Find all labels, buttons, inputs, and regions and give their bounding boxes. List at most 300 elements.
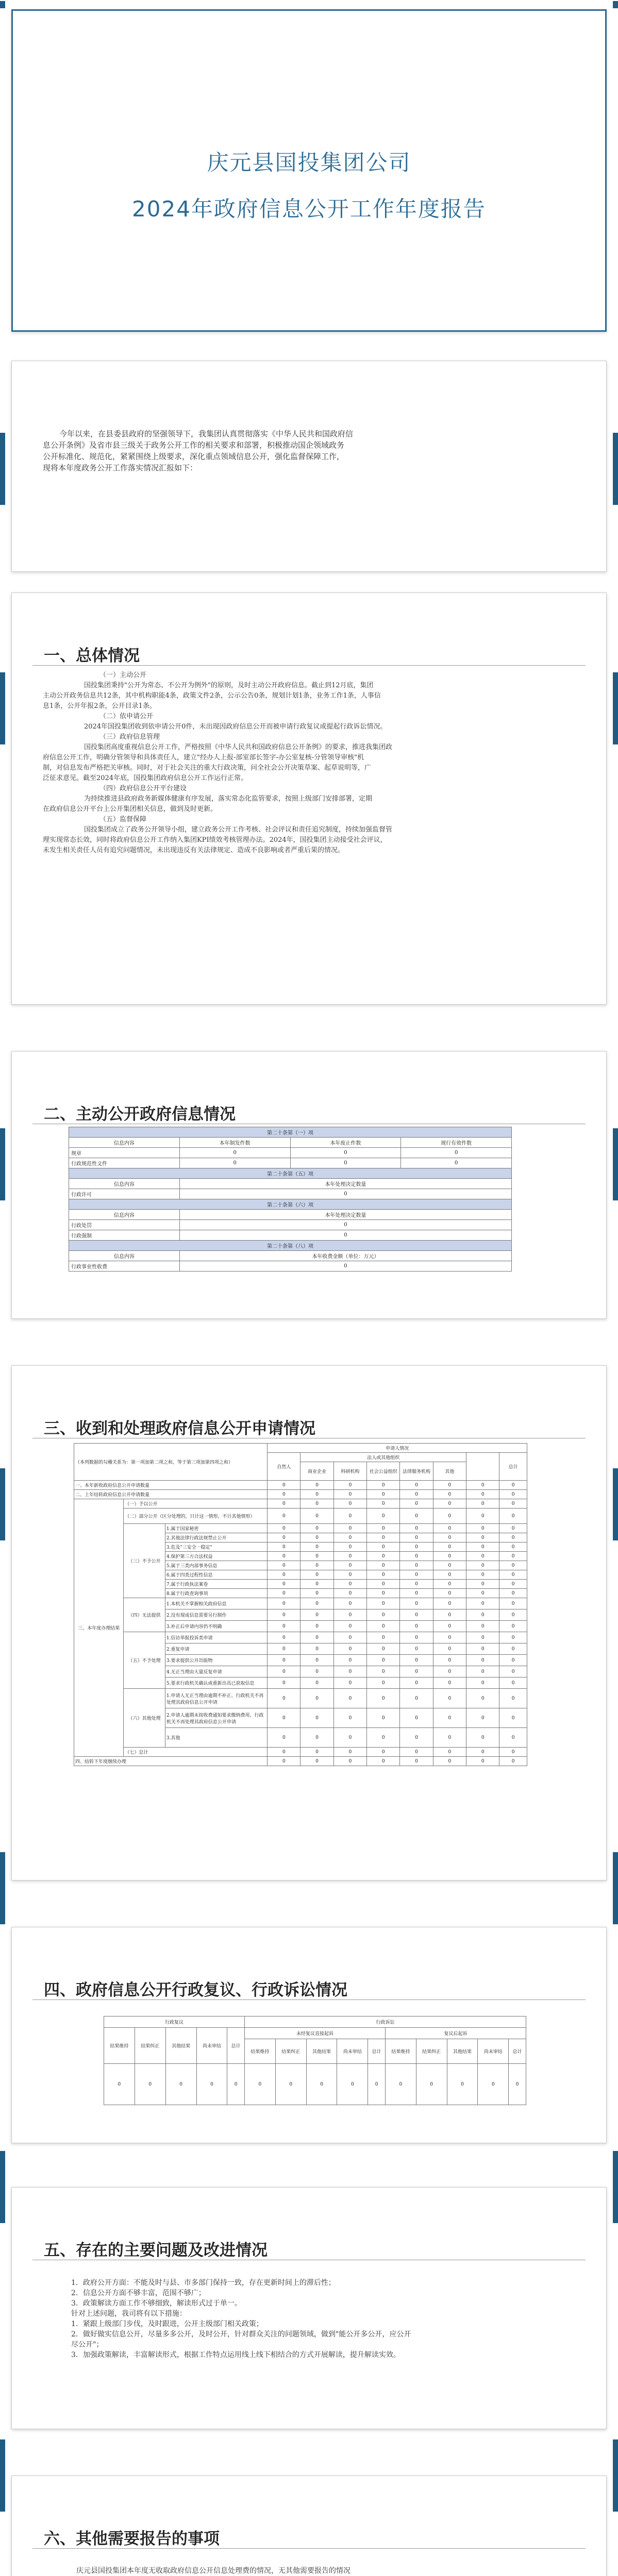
table-cell: 0 (300, 1543, 333, 1552)
table-cell: 0 (499, 1580, 527, 1589)
issues-text (71, 2278, 587, 2360)
text-line: （四）政府信息公开平台建设 (99, 785, 187, 792)
table-cell: 0 (333, 1643, 366, 1655)
table-cell: 0 (433, 1748, 466, 1757)
table-cell: 0 (400, 1598, 433, 1609)
accent-bar (0, 672, 5, 744)
table-cell: 0 (179, 1261, 511, 1272)
table-header: 尚未审结 (337, 2039, 368, 2064)
row-group-label: （六）其他处理 (124, 1689, 165, 1748)
table-cell: 0 (135, 2064, 165, 2105)
table-cell: 0 (333, 1621, 366, 1632)
row-label: （二）部分公开（区分处理的，只计这一情形，不计其他情形） (124, 1509, 268, 1524)
table-header: 总计 (499, 1453, 527, 1481)
table-cell: 0 (268, 1655, 300, 1666)
table-band: 第二十条第（八）项 (69, 1241, 512, 1251)
table-cell: 0 (367, 1598, 400, 1609)
table-cell: 0 (433, 1655, 466, 1666)
text-line: 未发生相关责任人员有追究问题情况，未出现违反有关法律规定、造成不良影响或者严重后果的情况。 (43, 846, 345, 854)
section-heading: 三、收到和处理政府信息公开申请情况 (44, 1419, 315, 1438)
table-cell: 0 (433, 1643, 466, 1655)
table-cell: 0 (367, 1552, 400, 1561)
intro-card (11, 361, 607, 572)
accent-bar (0, 1852, 5, 1924)
row-label: 四、结转下年度继续办理 (74, 1757, 268, 1766)
table-header: 法人或其他组织 (300, 1453, 466, 1462)
table-cell: 0 (499, 1609, 527, 1621)
table-cell: 0 (400, 1677, 433, 1689)
table-cell: 0 (268, 1708, 300, 1728)
table-cell: 0 (367, 1708, 400, 1728)
table-header: 自然人 (268, 1453, 300, 1481)
table-cell: 0 (400, 1632, 433, 1643)
table-cell: 0 (367, 1490, 400, 1499)
table-cell: 行政许可 (69, 1189, 180, 1199)
table-cell: 0 (333, 1689, 366, 1708)
table-cell: 0 (367, 1757, 400, 1766)
intro-line: 现将本年度政务公开工作落实情况汇报如下： (43, 463, 198, 472)
table-cell: 0 (400, 1655, 433, 1666)
table-cell: 0 (400, 1533, 433, 1543)
table-cell: 0 (466, 1728, 499, 1748)
table-header: 行政诉讼 (244, 2016, 526, 2028)
table-cell: 0 (433, 1481, 466, 1490)
disclosure-table (69, 1127, 512, 1272)
table-cell: 0 (268, 1490, 300, 1499)
text-line: 制，对信息发布严格把关审核。同时，对于社会关注的重大行政决策，问全社会公开决策草案、起草说明等，广 (43, 764, 372, 772)
table-cell: 0 (367, 1533, 400, 1543)
table-cell: 0 (499, 1481, 527, 1490)
table-cell: 0 (268, 1561, 300, 1570)
accent-bar (0, 2439, 5, 2512)
table-cell: 0 (433, 1561, 466, 1570)
table-header: 结果纠正 (135, 2028, 165, 2064)
table-cell: 0 (300, 1643, 333, 1655)
text-line: 国投集团高度重视信息公开工作，严格按照《中华人民共和国政府信息公开条例》的要求，推进我集团政 (84, 743, 393, 751)
table-cell: 0 (367, 1655, 400, 1666)
section-heading: 二、主动公开政府信息情况 (44, 1105, 236, 1124)
table-row (74, 1689, 527, 1708)
text-line: 国投集团秉持"公开为常态、不公开为例外"的原则，及时主动公开政府信息。截止到12月底，集团 (84, 682, 374, 689)
table-cell: 0 (333, 1561, 366, 1570)
row-label: 4.保护第三方合法权益 (165, 1552, 267, 1561)
table-cell: 0 (466, 1621, 499, 1632)
table-cell: 0 (499, 1621, 527, 1632)
section-other-matters (11, 2476, 607, 2576)
table-cell: 0 (165, 2064, 196, 2105)
table-cell: 0 (400, 1509, 433, 1524)
table-cell: 0 (333, 1655, 366, 1666)
table-cell: 0 (367, 1621, 400, 1632)
table-row (74, 1757, 527, 1766)
text-line: （一）主动公开 (99, 671, 147, 679)
text-line: 尽公开"； (71, 2341, 104, 2349)
table-cell: 0 (268, 1589, 300, 1598)
table-cell: 0 (499, 1666, 527, 1677)
table-cell: 0 (333, 1589, 366, 1598)
table-cell: 0 (227, 2064, 245, 2105)
table-cell: 0 (300, 1632, 333, 1643)
row-label: 二、上年结转政府信息公开申请数量 (74, 1490, 268, 1499)
text-line: （二）依申请公开 (99, 713, 154, 720)
row-label: 5.要求行政机关确认或重新出具已获取信息 (165, 1677, 267, 1689)
table-cell: 0 (337, 2064, 368, 2105)
table-cell: 0 (400, 1589, 433, 1598)
table-cell: 0 (300, 1728, 333, 1748)
accent-bar (613, 1, 618, 8)
table-cell: 0 (179, 1220, 511, 1230)
table-cell: 0 (400, 1643, 433, 1655)
table-cell: 0 (499, 1757, 527, 1766)
table-header: 科研机构 (333, 1462, 366, 1481)
table-row (74, 1632, 527, 1643)
table-cell: 0 (499, 1677, 527, 1689)
text-line: 针对上述问题，我司将有以下措施： (71, 2310, 187, 2318)
section-issues (11, 2187, 607, 2429)
section-review-litigation (11, 1927, 607, 2143)
table-cell: 0 (499, 1499, 527, 1509)
row-label: 1.申请人无正当理由逾期不补正、行政机关不再处理其政府信息公开申请 (165, 1689, 267, 1708)
table-cell: 0 (333, 1757, 366, 1766)
table-cell: 0 (499, 1543, 527, 1552)
table-cell: 行政规范性文件 (69, 1158, 180, 1168)
accent-bar (0, 1128, 5, 1200)
table-cell: 0 (333, 1748, 366, 1757)
table-header: 未经复议直接起诉 (244, 2028, 385, 2039)
table-cell: 0 (499, 1598, 527, 1609)
other-text: 庆元县国投集团本年度无收取政府信息公开信息处理费的情况，无其他需要报告的情况 (76, 2567, 350, 2575)
table-cell: 0 (367, 1728, 400, 1748)
intro-line: 今年以来，在县委县政府的坚强领导下，我集团认真贯彻落实《中华人民共和国政府信 (59, 429, 354, 438)
table-cell: 0 (300, 1490, 333, 1499)
table-header: 结果维持 (104, 2028, 135, 2064)
table-header: 申请人情况 (268, 1444, 527, 1453)
table-cell: 行政事业性收费 (69, 1261, 180, 1272)
table-cell: 0 (300, 1598, 333, 1609)
table-cell: 0 (499, 1728, 527, 1748)
table-cell: 0 (499, 1561, 527, 1570)
table-cell: 0 (367, 1509, 400, 1524)
table-cell: 0 (433, 1589, 466, 1598)
table-header: 信息内容 (69, 1138, 180, 1148)
row-label: 5.属于三类内部事务信息 (165, 1561, 267, 1570)
table-cell: 0 (400, 1666, 433, 1677)
table-cell: 0 (466, 1677, 499, 1689)
table-cell: 0 (499, 1570, 527, 1580)
table-cell: 0 (400, 1499, 433, 1509)
table-cell: 0 (300, 1533, 333, 1543)
accent-bar (613, 433, 618, 505)
table-cell: 0 (367, 1589, 400, 1598)
table-cell: 0 (333, 1552, 366, 1561)
table-cell: 0 (499, 1490, 527, 1499)
table-header: 行政复议 (104, 2016, 245, 2028)
text-line: 主动公开政务信息共12条，其中机构职能4条，政策文件2条，公示公告0条，规划计划1条，业务工作1条，人事信 (43, 692, 381, 700)
table-cell: 0 (499, 1689, 527, 1708)
table-cell: 0 (333, 1499, 366, 1509)
table-row (74, 1748, 527, 1757)
table-row (74, 1481, 527, 1490)
table-cell: 0 (300, 1552, 333, 1561)
table-cell: 0 (499, 1533, 527, 1543)
row-label: 一、本年新收政府信息公开申请数量 (74, 1481, 268, 1490)
table-cell: 0 (499, 1552, 527, 1561)
accent-bar (0, 1, 5, 8)
table-cell: 0 (433, 1677, 466, 1689)
table-cell: 0 (466, 1666, 499, 1677)
table-cell: 0 (196, 2064, 227, 2105)
table-cell: 0 (433, 1499, 466, 1509)
table-header: 信息内容 (69, 1251, 180, 1261)
table-cell: 0 (333, 1708, 366, 1728)
table-cell: 0 (478, 2064, 509, 2105)
title-card (11, 9, 607, 332)
table-header: 信息内容 (69, 1179, 180, 1189)
table-row (74, 1490, 527, 1499)
table-header: 其他结果 (165, 2028, 196, 2064)
row-label: 6.属于四类过程性信息 (165, 1570, 267, 1580)
accent-bar (0, 1468, 5, 1540)
table-cell: 0 (433, 1533, 466, 1543)
table-cell: 0 (333, 1509, 366, 1524)
table-cell: 0 (466, 1533, 499, 1543)
review-table (104, 2016, 526, 2105)
row-group-label: （五）不予处理 (124, 1632, 165, 1689)
table-header: 尚未审结 (478, 2039, 509, 2064)
table-cell: 0 (268, 1524, 300, 1533)
table-header: 结果纠正 (416, 2039, 447, 2064)
text-line: 理实现常态长效，同时将政府信息公开工作纳入集团KPI绩效考核管理办法。2024年，国投集团主动接受社会评议， (43, 836, 387, 844)
row-label: 4.无正当理由大量反复申请 (165, 1666, 267, 1677)
row-label: 2.其他法律行政法规禁止公开 (165, 1533, 267, 1543)
text-line: 在政府信息公开平台上公开集团相关信息，做到及时更新。 (43, 805, 218, 813)
row-label: 3.其他 (165, 1728, 267, 1748)
table-cell: 0 (300, 1481, 333, 1490)
table-cell: 0 (300, 1666, 333, 1677)
table-cell: 0 (268, 1533, 300, 1543)
table-header: 其他结果 (306, 2039, 337, 2064)
table-cell: 0 (268, 1580, 300, 1589)
accent-bar (613, 672, 618, 744)
table-cell: 0 (333, 1543, 366, 1552)
row-label: （一）予以公开 (124, 1499, 268, 1509)
table-cell: 0 (466, 1524, 499, 1533)
table-cell: 0 (179, 1148, 290, 1158)
row-label: 1.属于国家秘密 (165, 1524, 267, 1533)
table-cell: 0 (367, 1609, 400, 1621)
table-cell: 0 (433, 1708, 466, 1728)
table-cell: 0 (333, 1533, 366, 1543)
table-row (74, 1598, 527, 1609)
table-row (74, 1499, 527, 1509)
table-cell: 0 (509, 2064, 526, 2105)
row-group-label: （三）不予公开 (124, 1524, 165, 1598)
table-cell: 0 (385, 2064, 416, 2105)
intro-line: 息公开条例》及省市县三级关于政务公开工作的相关要求和部署，积极推动国企领域政务 (43, 440, 345, 450)
table-cell: 0 (466, 1543, 499, 1552)
table-cell: 0 (400, 1748, 433, 1757)
table-cell: 0 (300, 1677, 333, 1689)
text-line: （三）政府信息管理 (99, 733, 160, 741)
table-cell: 0 (466, 1689, 499, 1708)
table-cell: 0 (466, 1509, 499, 1524)
text-line: 3．政策解读方面工作不够细致，解读形式过于单一。 (71, 2299, 242, 2308)
row-label: 三、本年度办理结果 (74, 1499, 124, 1757)
table-cell: 0 (499, 1655, 527, 1666)
table-row (74, 1524, 527, 1533)
table-cell: 0 (333, 1570, 366, 1580)
text-line: 泛征求意见。截至2024年底，国投集团政府信息公开工作运行正常。 (43, 774, 248, 782)
table-cell: 0 (104, 2064, 135, 2105)
divider (32, 2548, 586, 2549)
table-cell: 0 (400, 1621, 433, 1632)
text-line: （五）监督保障 (99, 816, 147, 823)
table-cell: 0 (433, 1524, 466, 1533)
section-heading: 一、总体情况 (44, 647, 140, 665)
table-cell: 0 (499, 1748, 527, 1757)
table-header: 总计 (509, 2039, 526, 2064)
table-cell: 0 (367, 1524, 400, 1533)
table-cell: 0 (466, 1655, 499, 1666)
row-label: 8.属于行政查询事项 (165, 1589, 267, 1598)
text-line: 国投集团成立了政务公开领导小组，建立政务公开工作考核、社会评议和责任追究制度，持续加强监督管 (84, 826, 393, 834)
table-cell: 0 (466, 1748, 499, 1757)
row-label: 3.危及"三安全一稳定" (165, 1543, 267, 1552)
text-line: 1．紧跟上级部门步伐，及时跟进，公开主级部门相关政策； (71, 2320, 263, 2328)
table-cell: 0 (416, 2064, 447, 2105)
table-cell: 0 (268, 1748, 300, 1757)
table-cell: 0 (433, 1609, 466, 1621)
table-cell: 0 (466, 1570, 499, 1580)
table-cell: 0 (499, 1509, 527, 1524)
table-cell: 0 (433, 1580, 466, 1589)
table-cell: 0 (466, 1490, 499, 1499)
table-cell: 0 (268, 1509, 300, 1524)
table-row (74, 1509, 527, 1524)
intro-line: 公开标准化、规范化，紧紧围绕上级要求，深化重点领域信息公开，强化监督保障工作， (43, 452, 345, 461)
table-cell: 0 (400, 1689, 433, 1708)
table-cell: 0 (400, 1570, 433, 1580)
table-cell: 0 (433, 1757, 466, 1766)
accent-bar (613, 2151, 618, 2223)
table-cell: 0 (400, 1708, 433, 1728)
table-cell: 0 (367, 1643, 400, 1655)
table-band: 第二十条第（六）项 (69, 1199, 512, 1210)
table-cell: 0 (466, 1580, 499, 1589)
table-cell: 0 (433, 1543, 466, 1552)
section-proactive-disclosure (11, 1051, 607, 1319)
table-header: 复议后起诉 (385, 2028, 526, 2039)
table-cell: 0 (400, 1609, 433, 1621)
table-cell: 0 (433, 1509, 466, 1524)
table-header: 本年处理决定数量 (179, 1179, 511, 1189)
table-cell: 0 (290, 1158, 401, 1168)
table-cell: 0 (466, 1609, 499, 1621)
table-cell: 0 (333, 1677, 366, 1689)
applications-body (74, 1481, 527, 1766)
table-cell: 0 (268, 1728, 300, 1748)
accent-bar (613, 1128, 618, 1200)
table-header: 社会公益组织 (367, 1462, 400, 1481)
table-cell: 0 (333, 1481, 366, 1490)
section-heading: 四、政府信息公开行政复议、行政诉讼情况 (44, 1981, 347, 1999)
report-title-line2: 2024年政府信息公开工作年度报告 (132, 196, 486, 222)
table-cell: 0 (333, 1728, 366, 1748)
row-label: 1.信访举报投诉类申请 (165, 1632, 267, 1643)
table-header: 本年废止件数 (290, 1138, 401, 1148)
table-cell: 0 (275, 2064, 306, 2105)
table-cell: 行政强制 (69, 1230, 180, 1241)
row-label: 1.本机关不掌握相关政府信息 (165, 1598, 267, 1609)
section-heading: 六、其他需要报告的事项 (44, 2530, 220, 2548)
text-line: 息1条，公开年报2条，公开目录1条。 (43, 702, 156, 710)
table-cell: 0 (499, 1589, 527, 1598)
table-cell: 0 (268, 1666, 300, 1677)
table-cell: 0 (300, 1748, 333, 1757)
table-cell: 0 (367, 1580, 400, 1589)
table-cell: 0 (179, 1230, 511, 1241)
table-cell: 0 (400, 1728, 433, 1748)
table-cell: 0 (367, 1666, 400, 1677)
table-cell: 0 (466, 1499, 499, 1509)
table-cell: 0 (466, 1552, 499, 1561)
table-cell: 0 (268, 1543, 300, 1552)
table-cell: 0 (300, 1708, 333, 1728)
row-label: 3.补正后申请内容仍不明确 (165, 1621, 267, 1632)
table-cell: 0 (367, 1748, 400, 1757)
table-header: 尚未审结 (196, 2028, 227, 2064)
accent-bar (613, 2439, 618, 2512)
table-cell: 0 (367, 1499, 400, 1509)
table-cell: 0 (367, 1543, 400, 1552)
table-header: 法律服务机构 (400, 1462, 433, 1481)
table-header (466, 1453, 499, 1481)
table-cell: 0 (179, 1189, 511, 1199)
table-cell: 0 (433, 1621, 466, 1632)
table-header: 结果维持 (385, 2039, 416, 2064)
divider (32, 665, 586, 666)
table-cell: 0 (333, 1524, 366, 1533)
table-cell: 0 (300, 1609, 333, 1621)
table-cell: 0 (300, 1580, 333, 1589)
table-cell: 0 (300, 1655, 333, 1666)
table-header: 商业企业 (300, 1462, 333, 1481)
table-cell: 0 (466, 1561, 499, 1570)
accent-bar (0, 433, 5, 505)
section-heading: 五、存在的主要问题及改进情况 (44, 2241, 268, 2260)
row-label: 2.重复申请 (165, 1643, 267, 1655)
table-band: 第二十条第（五）项 (69, 1168, 512, 1179)
accent-bar (0, 2151, 5, 2223)
table-cell: 0 (367, 1570, 400, 1580)
table-cell: 0 (433, 1632, 466, 1643)
table-cell: 0 (433, 1490, 466, 1499)
table-cell: 0 (499, 1524, 527, 1533)
table-band: 第二十条第（一）项 (69, 1127, 512, 1138)
section-applications (11, 1365, 607, 1880)
table-cell: 0 (400, 1481, 433, 1490)
table-cell: 0 (400, 1552, 433, 1561)
table-cell: 0 (433, 1666, 466, 1677)
table-cell: 0 (300, 1621, 333, 1632)
report-title-line1: 庆元县国投集团公司 (207, 150, 411, 175)
text-line: 3．加强政策解读，丰富解读形式，根据工作特点运用线上线下相结合的方式开展解读，提升解读实效。 (71, 2351, 400, 2359)
table-header: 本年收费金额（单位：万元） (179, 1251, 511, 1261)
table-cell: 0 (400, 1757, 433, 1766)
row-label: 7.属于行政执法案卷 (165, 1580, 267, 1589)
divider (32, 1999, 586, 2000)
table-cell: 0 (367, 1561, 400, 1570)
